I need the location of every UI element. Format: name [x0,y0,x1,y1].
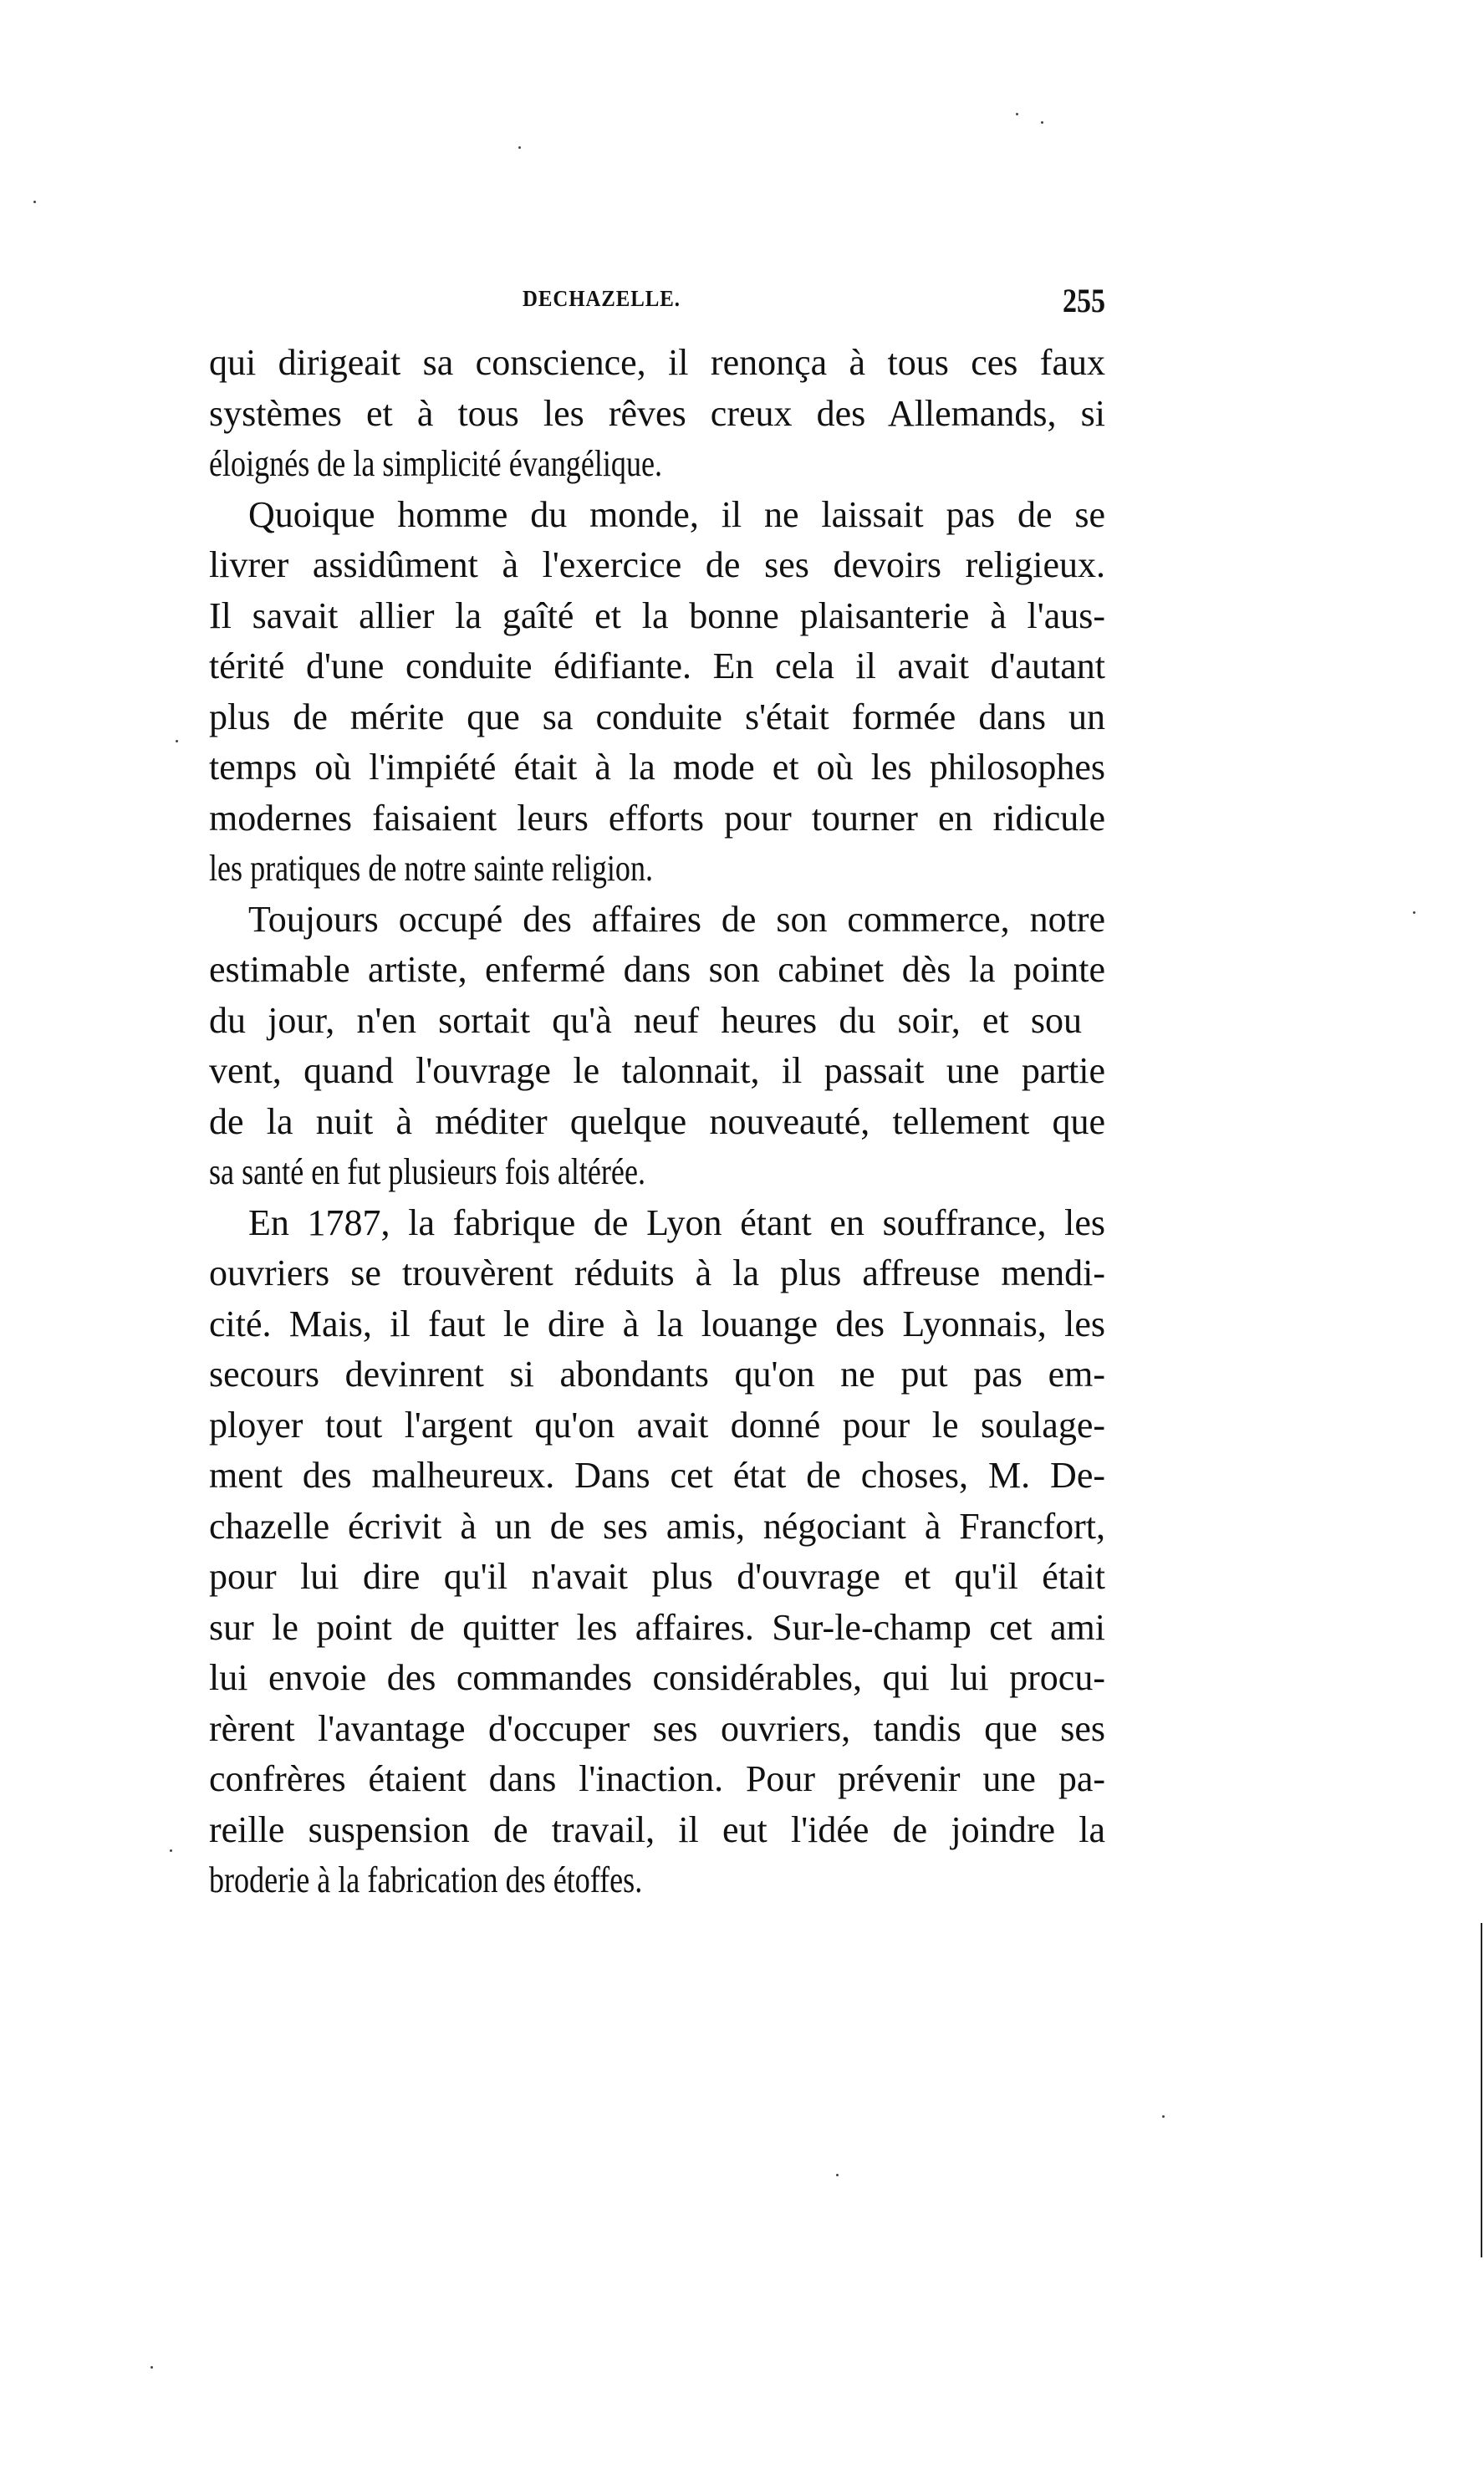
scan-speck [33,201,36,203]
text-line: sur le point de quitter les affaires. Sur-le-champ cet ami [209,1606,1105,1648]
scan-speck [150,2366,153,2369]
text-line: ployer tout l'argent qu'on avait donné pour le soulage- [209,1404,1105,1446]
text-line: les pratiques de notre sainte religion. [209,848,654,889]
text-line: du jour, n'en sortait qu'à neuf heures du soir, et sou [209,999,1082,1041]
scan-speck [836,2174,839,2176]
paragraph [209,1198,1105,1906]
text-line: modernes faisaient leurs efforts pour tourner en ridicule [209,797,1105,839]
text-line: reille suspension de travail, il eut l'idée de joindre la [209,1808,1105,1850]
paragraph [209,490,1105,895]
text-line: pour lui dire qu'il n'avait plus d'ouvrage et qu'il était [209,1556,1105,1597]
text-line: estimable artiste, enfermé dans son cabinet dès la pointe [209,949,1105,990]
text-line: vent, quand l'ouvrage le talonnait, il passait une partie [209,1050,1105,1091]
text-line: Il savait allier la gaîté et la bonne plaisanterie à l'aus- [209,594,1105,636]
text-line: En 1787, la fabrique de Lyon étant en souffrance, les [248,1201,1105,1243]
page-number: 255 [1063,282,1105,319]
text-line: de la nuit à méditer quelque nouveauté, tellement que [209,1100,1105,1142]
scan-edge-line [1481,1923,1482,2257]
scan-speck [170,1849,172,1852]
text-line: ment des malheureux. Dans cet état de choses, M. De- [209,1455,1105,1496]
text-line: confrères étaient dans l'inaction. Pour prévenir une pa- [209,1758,1105,1799]
text-line: chazelle écrivit à un de ses amis, négociant à Francfort, [209,1505,1105,1547]
scan-speck [1041,121,1043,124]
text-line: livrer assidûment à l'exercice de ses devoirs religieux. [209,544,1105,585]
text-line: Toujours occupé des affaires de son commerce, notre [248,898,1105,940]
text-line: systèmes et à tous les rêves creux des Allemands, si [209,392,1105,434]
text-line: qui dirigeait sa conscience, il renonça à tous ces faux [209,342,1105,383]
scan-speck [176,740,178,742]
scan-speck [1162,2115,1165,2118]
running-title: DECHAZELLE. [523,286,681,311]
text-line: broderie à la fabrication des étoffes. [209,1859,643,1900]
text-line: temps où l'impiété était à la mode et où les philosophes [209,747,1105,788]
scan-speck [518,146,521,149]
text-line: sa santé en fut plusieurs fois altérée. [209,1151,645,1192]
text-line: cité. Mais, il faut le dire à la louange des Lyonnais, les [209,1303,1105,1344]
body-text [209,338,1105,1906]
text-line: rèrent l'avantage d'occuper ses ouvriers, tandis que ses [209,1707,1105,1749]
text-line: secours devinrent si abondants qu'on ne put pas em- [209,1354,1105,1395]
text-line: lui envoie des commandes considérables, qui lui procu- [209,1657,1105,1698]
text-line: éloignés de la simplicité évangélique. [209,443,663,484]
text-line: plus de mérite que sa conduite s'était formée dans un [209,696,1105,737]
text-line: ouvriers se trouvèrent réduits à la plus affreuse mendi- [209,1252,1105,1293]
paragraph [209,895,1105,1198]
running-head [209,284,1105,318]
scan-speck [1016,113,1018,115]
paragraph [209,338,1105,490]
scan-speck [1413,911,1415,914]
text-line: Quoique homme du monde, il ne laissait pas de se [248,493,1105,535]
text-line: térité d'une conduite édifiante. En cela il avait d'autant [209,645,1105,686]
